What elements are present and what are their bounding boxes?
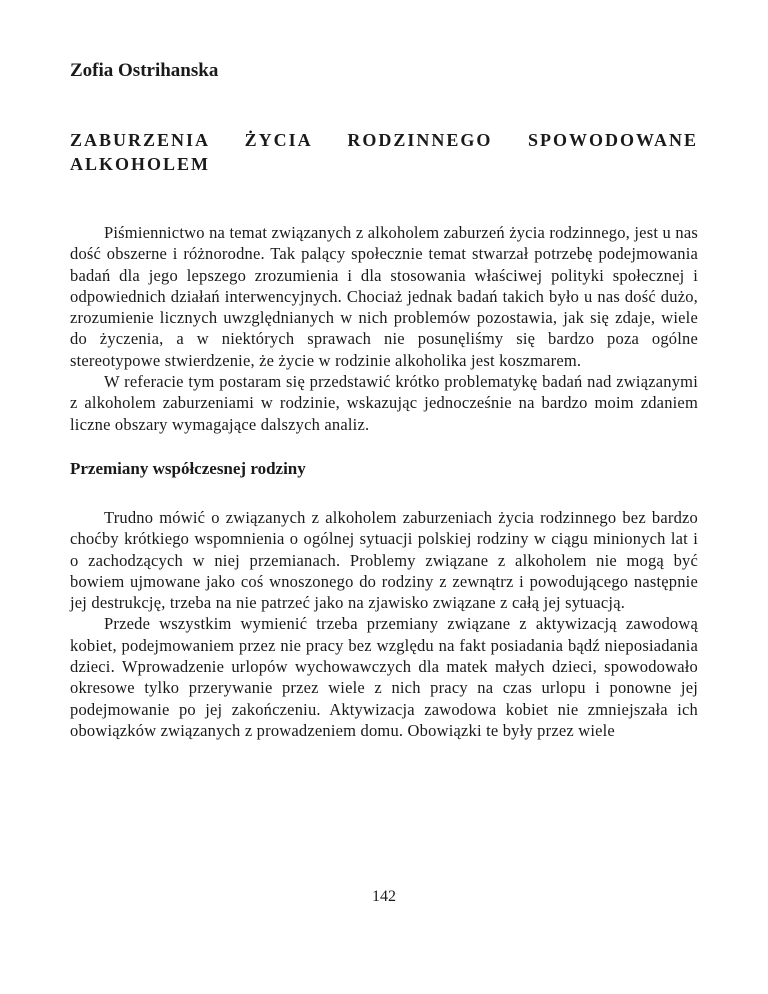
page-number: 142 (372, 888, 396, 905)
intro-paragraph-2: W referacie tym postaram się przedstawić krótko problematykę badań nad związanymi z alkoholem zaburzeniami w rodzinie, wskazując jednocześnie na bardzo moim zdaniem liczne obszary wymagające dalszych analiz. (70, 372, 698, 434)
section-paragraph-1: Trudno mówić o związanych z alkoholem zaburzeniach życia rodzinnego bez bardzo choćby krótkiego wspomnienia o ogólnej sytuacji polskiej rodziny w ciągu minionych lat i o zachodzących w niej przemianach. Problemy związane z alkoholem nie mogą być bowiem ujmowane jako coś wnoszonego do rodziny z zewnątrz i powodującego następnie jej destrukcję, trzeba na nie patrzeć jako na zjawisko związane z całą jej sytuacją. (70, 507, 698, 613)
intro-paragraph-1: Piśmiennictwo na temat związanych z alkoholem zaburzeń życia rodzinnego, jest u nas dość obszerne i różnorodne. Tak palący społecznie temat stwarzał potrzebę podejmowania badań dla jego lepszego zrozumienia i dla stosowania właściwej polityki społecznej i odpowiednich działań interwencyjnych. Chociaż jednak badań takich było u nas dość dużo, zrozumienie licznych uwzględnianych w nich problemów pozostawia, jak się zdaje, wiele do życzenia, a w niektórych sprawach nie posunęliśmy się bardzo poza ogólne stereotypowe stwierdzenie, że życie w rodzinie alkoholika jest koszmarem. (70, 223, 698, 370)
section-paragraph-2: Przede wszystkim wymienić trzeba przemiany związane z aktywizacją zawodową kobiet, podejmowaniem przez nie pracy bez względu na fakt posiadania bądź nieposiadania dzieci. Wprowadzenie urlopów wychowawczych dla matek małych dzieci, spowodowało okresowe tylko przerywanie przez wiele z nich pracy na czas urlopu i ponowne jej podejmowanie po jej zakończeniu. Aktywizacja zawodowa kobiet nie zmniejszała ich obowiązków związanych z prowadzeniem domu. Obowiązki te były przez wiele (70, 614, 698, 740)
title-line-1: ZABURZENIA ŻYCIA RODZINNEGO SPOWODOWANE (70, 130, 698, 150)
page-body (70, 60, 698, 741)
author-name: Zofia Ostrihanska (70, 60, 219, 81)
article-title (70, 128, 698, 176)
section-heading: Przemiany współczesnej rodziny (70, 458, 306, 478)
title-line-2: ALKOHOLEM (70, 154, 211, 174)
